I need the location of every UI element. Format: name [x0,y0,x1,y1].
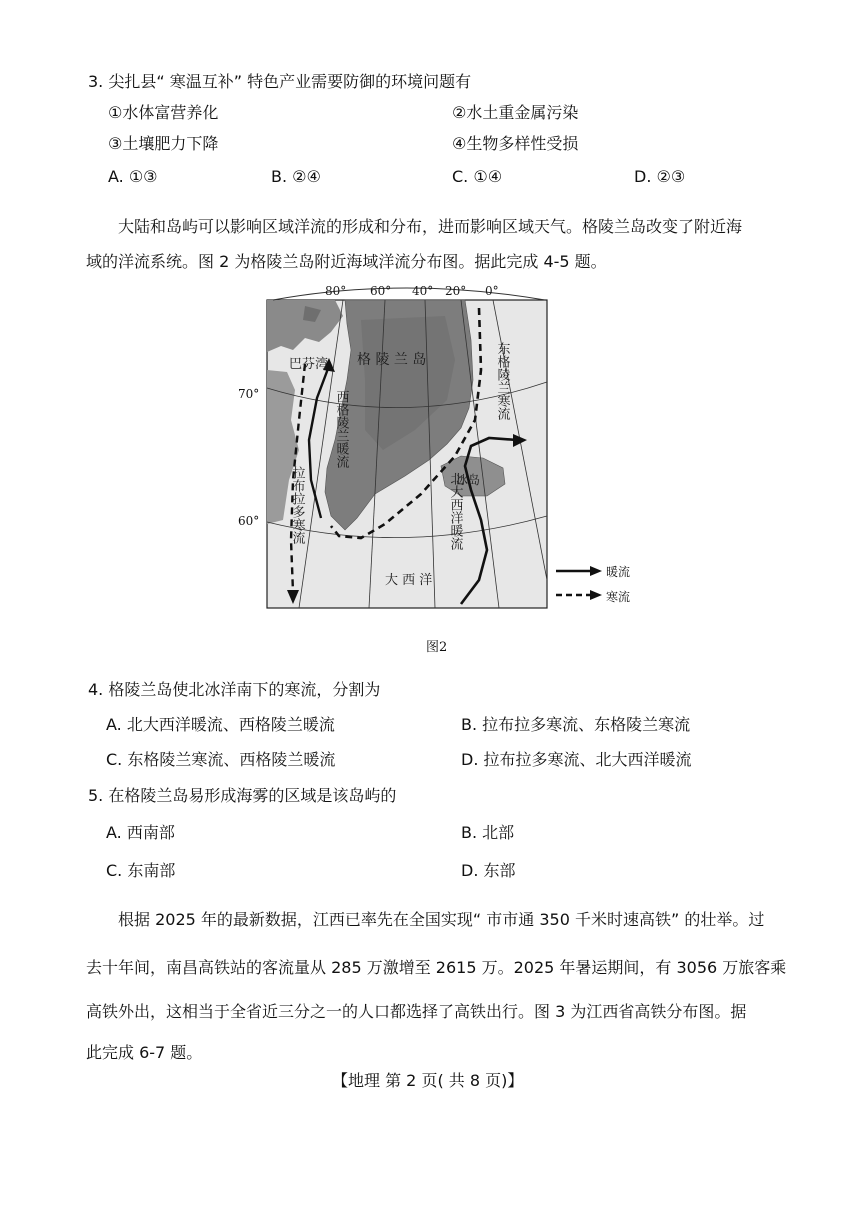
q3-choice-a: A. ①③ [108,167,158,186]
iceland-label: 冰岛 [456,473,481,487]
north-atlantic-current-label: 北大西洋暖流 [447,472,463,550]
legend-cold-label: 寒流 [606,590,631,604]
atlantic-label: 大 西 洋 [385,573,433,588]
labrador-current-label: 拉布拉多寒流 [289,466,305,544]
passage2-line2: 去十年间，南昌高铁站的客流量从 285 万激增至 2615 万。2025 年暑运期间，有 3056 万旅客乘 [86,958,787,977]
q5-choice-a: A. 西南部 [106,823,175,842]
q3-option-2: ②水土重金属污染 [452,103,579,122]
q5-choice-c: C. 东南部 [106,861,176,880]
q3-option-1: ①水体富营养化 [108,103,219,122]
west-greenland-current-label: 西格陵兰暖流 [333,390,349,468]
map-legend-symbols [556,563,604,603]
greenland-label: 格 陵 兰 岛 [357,352,427,368]
q3-choice-d: D. ②③ [634,167,686,186]
legend-warm-label: 暖流 [606,565,631,579]
east-greenland-current-label: 东格陵兰寒流 [494,342,510,420]
lon-40-label: 40° [412,284,434,298]
lon-60-label: 60° [370,284,392,298]
q3-stem: 3. 尖扎县“ 寒温互补” 特色产业需要防御的环境问题有 [88,72,472,91]
lon-80-label: 80° [325,284,347,298]
q4-stem: 4. 格陵兰岛使北冰洋南下的寒流，分割为 [88,680,381,699]
q4-choice-d: D. 拉布拉多寒流、北大西洋暖流 [461,750,692,769]
q4-choice-b: B. 拉布拉多寒流、东格陵兰寒流 [461,715,691,734]
baffin-bay-label: 巴芬湾 [289,357,329,372]
q3-choice-b: B. ②④ [271,167,321,186]
greenland-current-map [265,280,550,610]
q4-choice-c: C. 东格陵兰寒流、西格陵兰暖流 [106,750,336,769]
q3-option-4: ④生物多样性受损 [452,134,579,153]
q5-stem: 5. 在格陵兰岛易形成海雾的区域是该岛屿的 [88,786,397,805]
passage1-line2: 域的洋流系统。图 2 为格陵兰岛附近海域洋流分布图。据此完成 4-5 题。 [86,252,607,271]
figure-caption: 图2 [426,640,448,655]
lon-20-label: 20° [445,284,467,298]
q4-choice-a: A. 北大西洋暖流、西格陵兰暖流 [106,715,335,734]
q5-choice-d: D. 东部 [461,861,516,880]
passage2-line1: 根据 2025 年的最新数据，江西已率先在全国实现“ 市市通 350 千米时速高铁” 的壮举。过 [118,910,765,929]
passage1-line1: 大陆和岛屿可以影响区域洋流的形成和分布，进而影响区域天气。格陵兰岛改变了附近海 [118,217,743,236]
q3-option-3: ③土壤肥力下降 [108,134,219,153]
lat-70-label: 70° [238,387,260,401]
q3-choice-c: C. ①④ [452,167,503,186]
passage2-line3: 高铁外出，这相当于全省近三分之一的人口都选择了高铁出行。图 3 为江西省高铁分布图。据 [86,1002,747,1021]
q5-choice-b: B. 北部 [461,823,515,842]
lat-60-label: 60° [238,514,260,528]
lon-0-label: 0° [485,284,499,298]
passage2-line4: 此完成 6-7 题。 [86,1043,203,1062]
page-footer: 【地理 第 2 页( 共 8 页)】 [332,1071,524,1090]
